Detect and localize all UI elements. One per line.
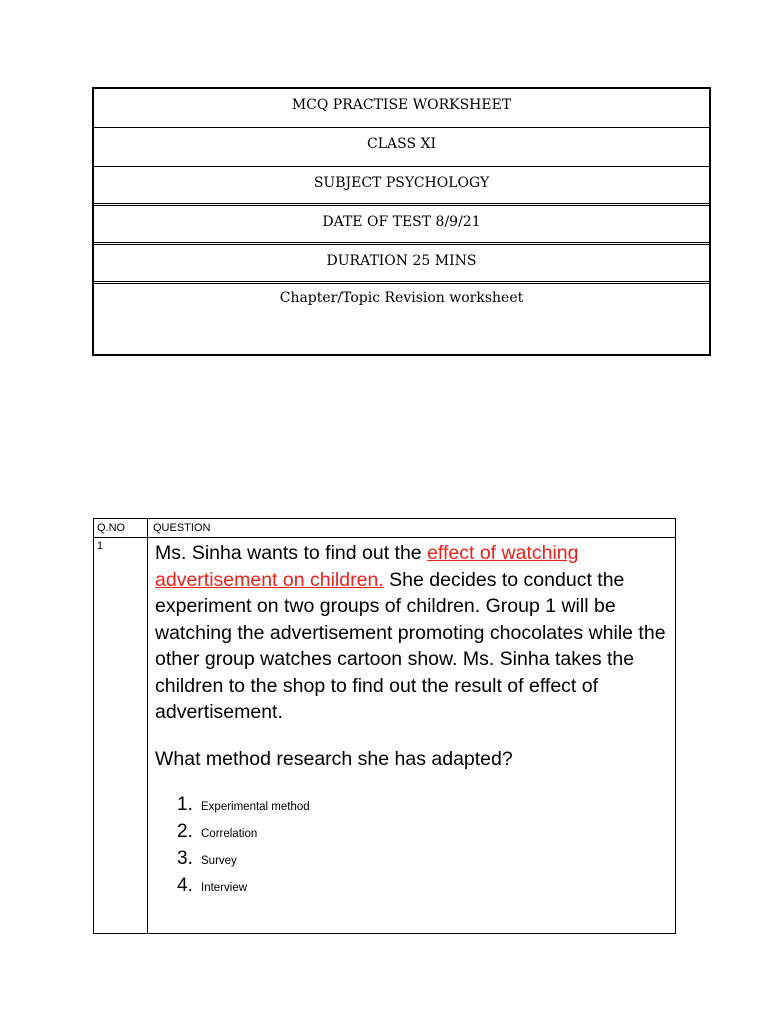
option-item xyxy=(177,848,667,875)
option-text: Experimental method xyxy=(201,800,310,813)
test-date: DATE OF TEST 8/9/21 xyxy=(94,206,709,245)
question-table-header xyxy=(94,519,675,538)
chapter-topic: Chapter/Topic Revision worksheet xyxy=(279,290,524,306)
question-cell xyxy=(148,538,675,934)
option-text: Correlation xyxy=(201,827,258,840)
question-highlight: effect of watching advertisement on children. xyxy=(155,542,579,591)
option-number: 1. xyxy=(177,793,193,815)
option-item xyxy=(177,821,667,848)
option-item xyxy=(177,875,667,902)
option-number: 2. xyxy=(177,820,193,842)
option-number: 4. xyxy=(177,874,193,896)
option-item xyxy=(177,794,667,821)
question-prompt: What method research she has adapted? xyxy=(155,747,513,770)
question-number: 1 xyxy=(94,538,148,934)
options-list xyxy=(177,794,667,902)
table-row xyxy=(94,538,675,934)
class-label: CLASS XI xyxy=(94,128,709,167)
question-rest: She decides to conduct the experiment on two groups of children. Group 1 will be watching the advertisement promoting chocolates while the other group watches cartoon show. Ms. Sinha takes the children to the shop to find out the result of effect of advertisement. xyxy=(155,568,666,723)
worksheet-header-table xyxy=(92,87,711,356)
duration-label: DURATION 25 MINS xyxy=(94,245,709,284)
option-number: 3. xyxy=(177,847,193,869)
option-text: Interview xyxy=(201,881,248,894)
question-column-header: QUESTION xyxy=(153,522,211,534)
question-table xyxy=(93,518,676,934)
question-intro: Ms. Sinha wants to find out the xyxy=(155,542,428,564)
option-text: Survey xyxy=(201,854,237,867)
question-text xyxy=(155,540,667,726)
qno-column-header: Q.NO xyxy=(94,519,148,537)
worksheet-title: MCQ PRACTISE WORKSHEET xyxy=(94,89,709,128)
subject-label: SUBJECT PSYCHOLOGY xyxy=(94,167,709,206)
